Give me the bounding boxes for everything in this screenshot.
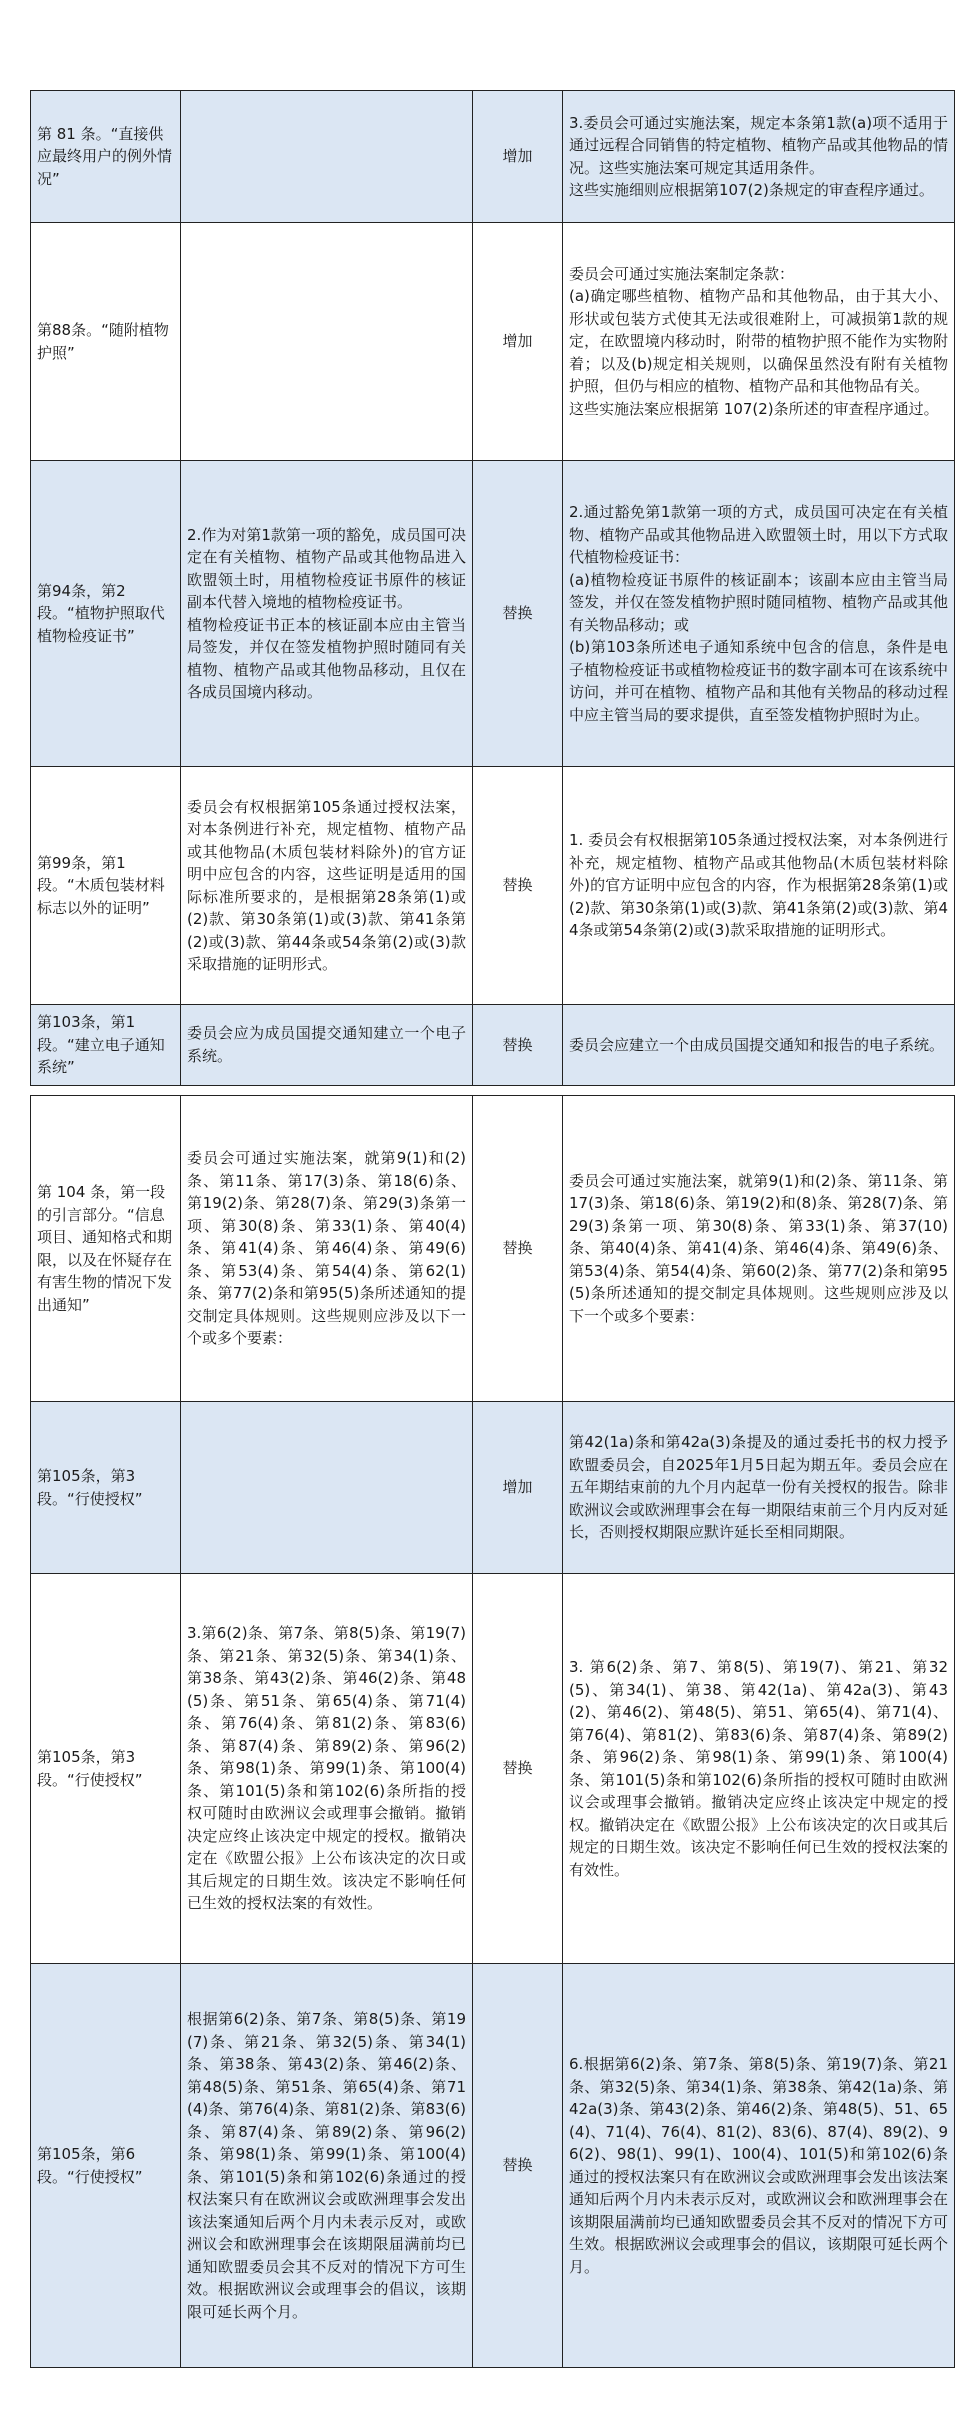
- original-text-cell: 根据第6(2)条、第7条、第8(5)条、第19(7)条、第21条、第32(5)条、第34(1)条、第38条、第43(2)条、第46(2)条、第48(5)条、第51条、第65(4)条、第71(4)条、第76(4)条、第81(2)条、第83(6)条、第87(4)条、第89(2)条、第96(2)条、第98(1)条、第99(1)条、第100(4)条、第101(5)条和第102(6)条通过的授权法案只有在欧洲议会或欧洲理事会发出该法案通知后两个月内未表示反对，或欧洲议会和欧洲理事会在该期限届满前均已通知欧盟委员会其不反对的情况下方可生效。根据欧洲议会或理事会的倡议，该期限可延长两个月。: [181, 1964, 473, 2368]
- table-row: [31, 1402, 955, 1574]
- article-cell: 第105条，第6段。“行使授权”: [31, 1964, 181, 2368]
- article-cell: 第94条，第2段。“植物护照取代植物检疫证书”: [31, 461, 181, 767]
- action-cell: 替换: [473, 1005, 563, 1086]
- action-cell: 替换: [473, 1964, 563, 2368]
- action-cell: 增加: [473, 1402, 563, 1574]
- new-text-cell: 委员会可通过实施法案制定条款： (a)确定哪些植物、植物产品和其他物品，由于其大小、形状或包装方式使其无法或很难附上，可减损第1款的规定，在欧盟境内移动时，附带的植物护照不能作为实物附着；以及(b)规定相关规则，以确保虽然没有附有关植物护照，但仍与相应的植物、植物产品和其他物品有关。 这些实施法案应根据第 107(2)条所述的审查程序通过。: [563, 223, 955, 461]
- table-row: [31, 1964, 955, 2368]
- new-text-cell: 委员会可通过实施法案，就第9(1)和(2)条、第11条、第17(3)条、第18(6)条、第19(2)和(8)条、第28(7)条、第29(3)条第一项、第30(8)条、第33(1)条、第37(10)条、第40(4)条、第41(4)条、第46(4)条、第49(6)条、第53(4)条、第54(4)条、第60(2)条、第77(2)条和第95(5)条所述通知的提交制定具体规则。这些规则应涉及以下一个或多个要素：: [563, 1096, 955, 1402]
- action-cell: 替换: [473, 461, 563, 767]
- amendment-table-2: [30, 1095, 955, 2368]
- new-text-cell: 1. 委员会有权根据第105条通过授权法案，对本条例进行补充，规定植物、植物产品或其他物品(木质包装材料除外)的官方证明中应包含的内容，作为根据第28条第(1)或(2)款、第30条第(1)或(3)款、第41条第(2)或(3)款、第44条或第54条第(2)或(3)款采取措施的证明形式。: [563, 767, 955, 1005]
- original-text-cell: 3.第6(2)条、第7条、第8(5)条、第19(7)条、第21条、第32(5)条、第34(1)条、第38条、第43(2)条、第46(2)条、第48(5)条、第51条、第65(4)条、第71(4)条、第76(4)条、第81(2)条、第83(6)条、第87(4)条、第89(2)条、第96(2)条、第98(1)条、第99(1)条、第100(4)条、第101(5)条和第102(6)条所指的授权可随时由欧洲议会或理事会撤销。撤销决定应终止该决定中规定的授权。撤销决定在《欧盟公报》上公布该决定的次日或其后规定的日期生效。该决定不影响任何已生效的授权法案的有效性。: [181, 1574, 473, 1964]
- new-text-cell: 6.根据第6(2)条、第7条、第8(5)条、第19(7)条、第21条、第32(5)条、第34(1)条、第38条、第42(1a)条、第42a(3)条、第43(2)条、第46(2)条、第48(5)、51、65(4)、71(4)、76(4)、81(2)、83(6)、87(4)、89(2)、96(2)、98(1)、99(1)、100(4)、101(5)和第102(6)条通过的授权法案只有在欧洲议会或欧洲理事会发出该法案通知后两个月内未表示反对，或欧洲议会和欧洲理事会在该期限届满前均已通知欧盟委员会其不反对的情况下方可生效。根据欧洲议会或理事会的倡议，该期限可延长两个月。: [563, 1964, 955, 2368]
- original-text-cell: 委员会有权根据第105条通过授权法案，对本条例进行补充，规定植物、植物产品或其他物品(木质包装材料除外)的官方证明中应包含的内容，这些证明是适用的国际标准所要求的，是根据第28条第(1)或(2)款、第30条第(1)或(3)款、第41条第(2)或(3)款、第44条或54条第(2)或(3)款采取措施的证明形式。: [181, 767, 473, 1005]
- new-text-cell: 第42(1a)条和第42a(3)条提及的通过委托书的权力授予欧盟委员会，自2025年1月5日起为期五年。委员会应在五年期结束前的九个月内起草一份有关授权的报告。除非欧洲议会或欧洲理事会在每一期限结束前三个月内反对延长，否则授权期限应默许延长至相同期限。: [563, 1402, 955, 1574]
- article-cell: 第99条，第1段。“木质包装材料标志以外的证明”: [31, 767, 181, 1005]
- new-text-cell: 委员会应建立一个由成员国提交通知和报告的电子系统。: [563, 1005, 955, 1086]
- action-cell: 替换: [473, 1574, 563, 1964]
- table-row: [31, 767, 955, 1005]
- new-text-cell: 3.委员会可通过实施法案，规定本条第1款(a)项不适用于通过远程合同销售的特定植物、植物产品或其他物品的情况。这些实施法案可规定其适用条件。 这些实施细则应根据第107(2)条规定的审查程序通过。: [563, 91, 955, 223]
- table-row: [31, 91, 955, 223]
- table-row: [31, 1096, 955, 1402]
- article-cell: 第 81 条。“直接供应最终用户的例外情况”: [31, 91, 181, 223]
- article-cell: 第88条。“随附植物护照”: [31, 223, 181, 461]
- action-cell: 替换: [473, 1096, 563, 1402]
- new-text-cell: 3. 第6(2)条、第7、第8(5)、第19(7)、第21、第32(5)、第34(1)、第38、第42(1a)、第42a(3)、第43(2)、第46(2)、第48(5)、第51、第65(4)、第71(4)、第76(4)、第81(2)、第83(6)条、第87(4)条、第89(2)条、第96(2)条、第98(1)条、第99(1)条、第100(4)条、第101(5)条和第102(6)条所指的授权可随时由欧洲议会或理事会撤销。撤销决定应终止该决定中规定的授权。撤销决定在《欧盟公报》上公布该决定的次日或其后规定的日期生效。该决定不影响任何已生效的授权法案的有效性。: [563, 1574, 955, 1964]
- table-row: [31, 223, 955, 461]
- table-row: [31, 1005, 955, 1086]
- article-cell: 第105条，第3段。“行使授权”: [31, 1402, 181, 1574]
- action-cell: 增加: [473, 91, 563, 223]
- article-cell: 第103条，第1段。“建立电子通知系统”: [31, 1005, 181, 1086]
- new-text-cell: 2.通过豁免第1款第一项的方式，成员国可决定在有关植物、植物产品或其他物品进入欧盟领土时，用以下方式取代植物检疫证书： (a)植物检疫证书原件的核证副本；该副本应由主管当局签发，并仅在签发植物护照时随同植物、植物产品或其他有关物品移动；或 (b)第103条所述电子通知系统中包含的信息，条件是电子植物检疫证书或植物检疫证书的数字副本可在该系统中访问，并可在植物、植物产品和其他有关物品的移动过程中应主管当局的要求提供，直至签发植物护照时为止。: [563, 461, 955, 767]
- original-text-cell: [181, 1402, 473, 1574]
- original-text-cell: 委员会应为成员国提交通知建立一个电子系统。: [181, 1005, 473, 1086]
- original-text-cell: 委员会可通过实施法案，就第9(1)和(2)条、第11条、第17(3)条、第18(6)条、第19(2)条、第28(7)条、第29(3)条第一项、第30(8)条、第33(1)条、第40(4)条、第41(4)条、第46(4)条、第49(6)条、第53(4)条、第54(4)条、第62(1)条、第77(2)条和第95(5)条所述通知的提交制定具体规则。这些规则应涉及以下一个或多个要素：: [181, 1096, 473, 1402]
- article-cell: 第105条，第3段。“行使授权”: [31, 1574, 181, 1964]
- action-cell: 替换: [473, 767, 563, 1005]
- amendment-table-1: [30, 90, 955, 1086]
- original-text-cell: 2.作为对第1款第一项的豁免，成员国可决定在有关植物、植物产品或其他物品进入欧盟领土时，用植物检疫证书原件的核证副本代替入境地的植物检疫证书。 植物检疫证书正本的核证副本应由主管当局签发，并仅在签发植物护照时随同有关植物、植物产品或其他物品移动，且仅在各成员国境内移动。: [181, 461, 473, 767]
- action-cell: 增加: [473, 223, 563, 461]
- table-row: [31, 461, 955, 767]
- article-cell: 第 104 条，第一段的引言部分。“信息项目、通知格式和期限，以及在怀疑存在有害生物的情况下发出通知”: [31, 1096, 181, 1402]
- table-row: [31, 1574, 955, 1964]
- original-text-cell: [181, 91, 473, 223]
- original-text-cell: [181, 223, 473, 461]
